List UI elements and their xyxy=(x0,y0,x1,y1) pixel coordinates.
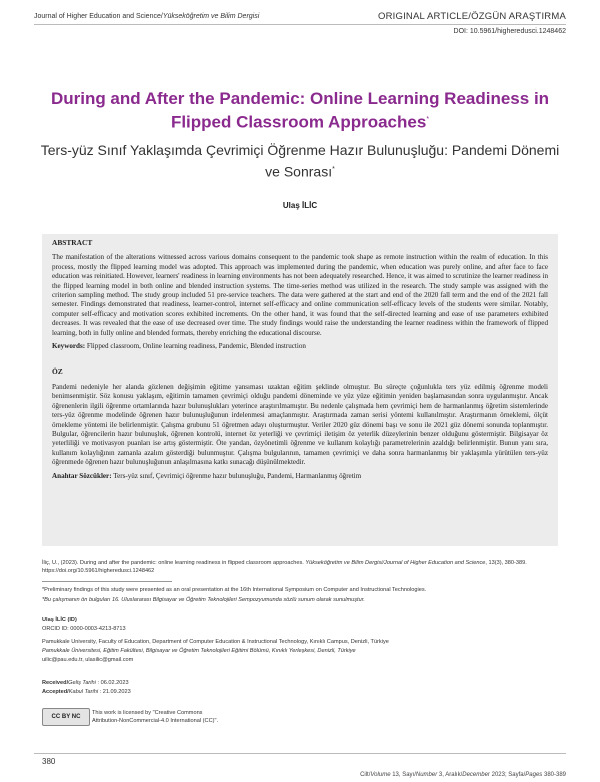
article-subtitle xyxy=(40,141,560,182)
page-number: 380 xyxy=(42,757,56,766)
license-text xyxy=(92,710,218,725)
author-name: Ulaş İLİC xyxy=(282,201,318,210)
pages-label-en: Pages xyxy=(525,772,543,778)
abstract-heading: ABSTRACT xyxy=(52,238,93,247)
article-title xyxy=(30,88,570,133)
license-line-1: This work is licensed by "Creative Commons xyxy=(92,710,203,716)
affiliation-tr xyxy=(42,648,562,656)
journal-name-tr: Yükseköğretim ve Bilim Dergisi xyxy=(162,13,260,20)
oz-keywords xyxy=(52,472,548,481)
author-email: uilic@pau.edu.tr, ulasilic@gmail.com xyxy=(42,657,134,663)
abstract-keywords xyxy=(52,342,548,351)
title-text: During and After the Pandemic: Online Learning Readiness in Flipped Classroom Approaches xyxy=(50,89,550,132)
oz-heading: ÖZ xyxy=(52,367,63,377)
accepted-label-tr: Kabul Tarihi xyxy=(68,689,99,695)
vol-label-en: Volume xyxy=(370,772,391,778)
number-label-en: Number xyxy=(415,772,438,778)
title-footnote-mark: * xyxy=(426,116,430,123)
received-date xyxy=(42,680,562,688)
received-label: Received/ xyxy=(42,680,69,686)
affiliation-en: Pamukkale University, Faculty of Education, Department of Computer Education & Instructional Technology, Kınıklı Campus, Denizli, Türkiye xyxy=(42,639,389,645)
keywords-label: Keywords: xyxy=(52,342,86,351)
author-info-name xyxy=(42,617,562,625)
accepted-label: Accepted/ xyxy=(42,689,69,695)
footnote-tr: *Bu çalışmanın ön bulguları 16. Uluslararası Bilgisayar ve Öğretim Teknolojileri Sempozyumunda sözlü sunum olarak sunulmuştur. xyxy=(42,597,365,603)
anahtar-sozcukler-label: Anahtar Sözcükler: xyxy=(52,471,112,480)
journal-name-en: Journal of Higher Education and Science/ xyxy=(34,13,163,20)
month-en: December xyxy=(462,772,490,778)
accepted-value: : 21.09.2023 xyxy=(99,689,131,695)
accepted-date xyxy=(42,689,562,697)
citation-journal: Yükseköğretim ve Bilim Dergisi/Journal of Higher Education and Science xyxy=(305,560,486,566)
license-line-2: Attribution-NonCommercial-4.0 International (CC)". xyxy=(92,717,219,724)
subtitle-footnote-mark: * xyxy=(332,166,335,173)
vol-label: Cilt/ xyxy=(360,772,371,778)
oz-text: Pandemi nedeniyle her alanda gözlenen değişimin eğitime yansıması uzaktan eğitim şeklinde olmuştur. Bu süreçte çoğunlukla ters yüz edilmiş öğrenme modeli benimsenmiştir. Söz konusu yaklaşım, eğitimin tamamen çevrimiçi olduğu pandemi döneminde ve yüz yüze eğitimin yeniden başlamasından sonra uygulanmıştır. Ancak öğrenenlerin ilgili öğrenme ortamlarında hazır bulunuşlukları yeterince araştırılmamıştır. Bu nedenle çalışmada hem çevrimiçi hem de harmanlanmış öğretim sistemlerinde ters-yüz öğrenme modelinde öğrenen hazır bulunuşluğunun irdelenmesi amaçlanmıştır. Araştırmada zaman serisi yöntemi kullanılmıştır. Araştırmanın örneklemi, ölçüt örnekleme yöntemi ile belirlenmiştir. Çalışma grubunu 51 öğretmen adayı oluşturmuştur. Veriler 2020 güz dönemi başı ve sonu ile 2021 güz dönemi sonunda toplanmıştır. Bulgular, öğrencilerin hazır bulunuşluk, öğrenen kontrolü, internet öz yeterliği ve çevrimiçi iletişim öz yeterlik düzeylerinin benzer olduğunu göstermiştir. Bilgisayar öz yeterliliği ve motivasyon puanları ise artış göstermiştir. Öte yandan, özyönetimli öğrenme ve kullanım kolaylığı parametrelerinin azaldığı belirlenmiştir. Bunun yanı sıra, kullanım kolaylığının zamanla azalım gösterdiği bulunmuştur. Çalışma bulgularının, tamamen çevrimiçi ve daha sonra harmanlanmış bir yaklaşımla yürütülen ters-yüz öğrenmede öğrenen hazır bulunuşluğunun anlaşılmasına katkı sunacağı düşünülmektedir. xyxy=(52,382,548,467)
doi: DOI: 10.5961/higheredusci.1248462 xyxy=(453,28,566,35)
pages-range: 380-389 xyxy=(542,772,566,778)
vol-num: 13, Sayı/ xyxy=(390,772,416,778)
article-type: ORIGINAL ARTICLE/ÖZGÜN ARAŞTIRMA xyxy=(378,11,566,22)
number-num: 3, Aralık/ xyxy=(437,772,463,778)
journal-name xyxy=(34,13,259,20)
footer-divider xyxy=(34,753,566,754)
citation xyxy=(42,559,558,575)
footnote-divider xyxy=(42,581,172,582)
abstract-text: The manifestation of the alterations witnessed across various domains consequent to the pandemic took shape as remote instruction within the realm of education. In this process, mostly the flipped learning model was adopted. This approach was implemented during the pandemic, when education was purely online, and after face to face education was reinitiated. However, learners' readiness in learning environments has not been adequately researched. Hence, it was aimed to scrutinize the learner readiness in the flipped learning model in both online and blended instruction systems. The time-series method was utilized in the research. The study sample was assigned with the criterion sampling method. The study group included 51 pre-service teachers. The data were gathered at the start and end of the 2020 fall term and the end of the 2021 fall semester. Findings demonstrated that readiness, learner-control, internet self-efficacy and online communication self-efficacy levels of the students were similar. Notably, computer self-efficacy and motivation scores exhibited increments. On the other hand, it was found that the self-directed learning and ease of use parameters exhibited decreases. It was revealed that the ease of use decreased over time. The study findings would raise the understanding the learner readiness within the framework of flipped learning, both in fully online and blended formats, thereby enriching the educational discourse. xyxy=(52,253,548,337)
footnote-en: *Preliminary findings of this study were presented as an oral presentation at the 16th International Symposium on Computer and Instructional Technologies. xyxy=(42,587,427,593)
keywords-text: Flipped classroom, Online learning readiness, Pandemic, Blended instruction xyxy=(86,342,306,351)
header-divider xyxy=(34,24,566,25)
year: 2023; Sayfa/ xyxy=(489,772,526,778)
affiliation-tr-text: Pamukkale Üniversitesi, Eğitim Fakültesi, Bilgisayar ve Öğretim Teknolojileri Eğitimi Bölümü, Kınıklı Yerleşkesi, Denizli, Türkiye xyxy=(42,648,356,654)
orcid: ORCID ID: 0000-0003-4213-8713 xyxy=(42,626,126,632)
author-info-name-text: Ulaş İLİC (ID) xyxy=(42,617,77,623)
citation-text: İliç, U., (2023). During and after the pandemic: online learning readiness in flipped classroom approaches. xyxy=(42,560,304,566)
cc-license-icon: CC BY NC xyxy=(42,708,90,726)
volume-info xyxy=(360,772,566,778)
abstract-box xyxy=(42,234,558,546)
subtitle-text: Ters-yüz Sınıf Yaklaşımda Çevrimiçi Öğrenme Hazır Bulunuşluğu: Pandemi Dönemi ve Sonrası xyxy=(40,142,560,180)
citation-details: , 13(3), 380-389. https://doi.org/10.5961/higheredusci.1248462 xyxy=(42,560,527,574)
received-label-tr: Geliş Tarihi xyxy=(68,680,96,686)
anahtar-sozcukler-text: Ters-yüz sınıf, Çevrimiçi öğrenme hazır bulunuşluğu, Pandemi, Harmanlanmış öğretim xyxy=(113,471,362,480)
received-value: : 06.02.2023 xyxy=(97,680,129,686)
